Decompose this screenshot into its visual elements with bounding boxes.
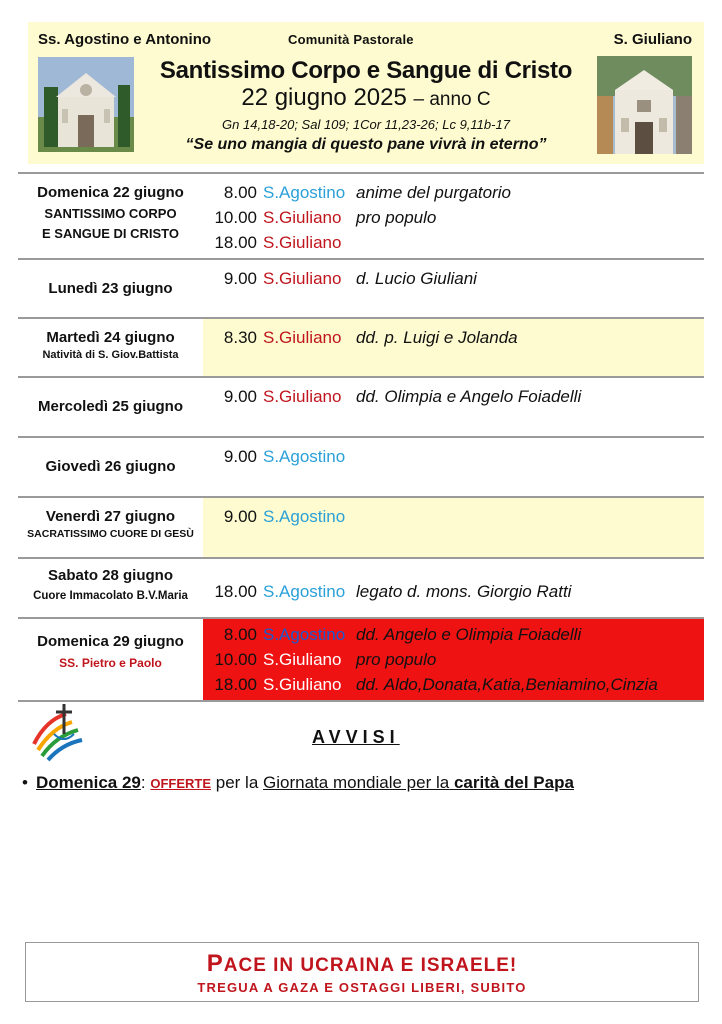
peace-headline (26, 950, 698, 978)
mass-cell (203, 319, 704, 376)
mass-time: 9.00 (223, 447, 257, 466)
day-name: Domenica 22 giugno (37, 184, 184, 201)
bullet: • (22, 773, 28, 792)
mass-entry (203, 230, 704, 255)
day-cell (18, 319, 203, 376)
carita-text: carità del Papa (453, 773, 574, 792)
parish-left: Ss. Agostino e Antonino (38, 31, 212, 48)
notice-item (22, 773, 574, 793)
day-row-5 (18, 436, 704, 496)
mass-entry (203, 504, 704, 529)
day-feast: SS. Pietro e Paolo (59, 656, 162, 670)
mass-cell (203, 559, 704, 617)
day-name: Domenica 29 giugno (37, 633, 184, 650)
mass-cell (203, 260, 704, 317)
mass-time: 8.00 (223, 183, 257, 202)
church-giuliano-image (597, 56, 692, 154)
mass-intention: legato d. mons. Giorgio Ratti (356, 582, 572, 601)
day-row-2 (18, 258, 704, 317)
day-cell (18, 619, 203, 700)
mass-place: S.Agostino (263, 183, 346, 202)
liturgical-year: – anno C (413, 89, 491, 110)
peace-p: P (206, 950, 224, 977)
day-cell (18, 559, 203, 617)
mass-place: S.Giuliano (263, 233, 342, 252)
mass-cell (203, 438, 704, 496)
mass-time: 9.00 (223, 387, 257, 406)
mass-cell (203, 174, 704, 258)
mass-cell (203, 619, 704, 700)
day-name: Giovedì 26 giugno (45, 458, 176, 475)
day-name: Mercoledì 25 giugno (37, 398, 184, 415)
readings: Gn 14,18-20; Sal 109; 1Cor 11,23-26; Lc 9,11b-17 (222, 117, 510, 132)
mass-entry (203, 266, 704, 291)
date-text: 22 giugno 2025 (241, 84, 407, 111)
gospel-quote: “Se uno mangia di questo pane vivrà in eterno” (185, 136, 547, 153)
mass-entry (203, 205, 704, 230)
mass-time: 10.00 (214, 650, 257, 669)
mass-place: S.Giuliano (263, 387, 342, 406)
community-text: Comunità Pastorale (288, 32, 414, 47)
mass-intention: d. Lucio Giuliani (356, 269, 477, 288)
day-name: Venerdì 27 giugno (45, 508, 176, 525)
mass-intention: dd. Olimpia e Angelo Foiadelli (356, 387, 582, 406)
mass-intention: pro populo (356, 208, 437, 227)
mass-entry (203, 180, 704, 205)
notice-day: Domenica 29 (36, 773, 141, 792)
giornata-text: Giornata mondiale per la (263, 773, 450, 792)
mass-intention: dd. p. Luigi e Jolanda (356, 328, 518, 347)
day-feast: Cuore Immacolato B.V.Maria (33, 590, 188, 602)
mass-schedule (18, 172, 704, 702)
mass-place: S.Giuliano (263, 269, 342, 288)
mass-time: 9.00 (223, 507, 257, 526)
day-name: Martedì 24 giugno (46, 329, 175, 346)
parish-right: S. Giuliano (613, 31, 692, 48)
mass-intention: anime del purgatorio (356, 183, 511, 202)
mass-place: S.Giuliano (263, 208, 342, 227)
mass-intention: pro populo (356, 650, 437, 669)
notice-colon: : (140, 773, 146, 792)
mass-time: 10.00 (214, 208, 257, 227)
peace-banner (25, 942, 699, 1002)
mass-entry (203, 622, 704, 647)
mass-place: S.Agostino (263, 582, 346, 601)
mass-place: S.Agostino (263, 625, 346, 644)
day-row-6 (18, 496, 704, 557)
mass-time: 18.00 (214, 233, 257, 252)
day-row-3 (18, 317, 704, 376)
day-row-8 (18, 617, 704, 702)
mass-cell (203, 498, 704, 557)
day-feast: SACRATISSIMO CUORE DI GESÙ (27, 528, 194, 540)
day-cell (18, 498, 203, 557)
mass-entry (203, 444, 704, 469)
day-cell (18, 438, 203, 496)
day-feast: Natività di S. Giov.Battista (42, 349, 179, 361)
mass-intention: dd. Angelo e Olimpia Foiadelli (356, 625, 582, 644)
offerte-label: OFFERTE (150, 776, 212, 791)
community-label (288, 32, 414, 47)
mass-time: 18.00 (214, 675, 257, 694)
mass-time: 8.00 (223, 625, 257, 644)
mass-entry (203, 325, 704, 350)
day-row-4 (18, 376, 704, 436)
day-row-7 (18, 557, 704, 617)
mass-time: 18.00 (214, 582, 257, 601)
peace-subline: TREGUA A GAZA E OSTAGGI LIBERI, SUBITO (197, 980, 527, 995)
mass-entry (203, 384, 704, 409)
mass-entry (203, 672, 704, 697)
feast-line-2: E SANGUE DI CRISTO (41, 226, 179, 241)
mass-time: 8.30 (223, 328, 257, 347)
day-cell (18, 378, 203, 436)
mass-time: 9.00 (223, 269, 257, 288)
notice-text: per la (215, 773, 259, 792)
page-title: Santissimo Corpo e Sangue di Cristo (159, 57, 573, 84)
mass-place: S.Agostino (263, 507, 346, 526)
day-feast (18, 204, 203, 244)
day-name: Lunedì 23 giugno (48, 280, 173, 297)
peace-ace: ACE (223, 955, 267, 976)
mass-place: S.Giuliano (263, 650, 342, 669)
day-row-1 (18, 172, 704, 258)
header (28, 22, 704, 164)
day-name: Sabato 28 giugno (47, 567, 173, 584)
day-cell (18, 260, 203, 317)
jubilee-logo-icon (26, 700, 90, 764)
mass-place: S.Giuliano (263, 675, 342, 694)
feast-line-1: SANTISSIMO CORPO (44, 206, 177, 221)
mass-place: S.Giuliano (263, 328, 342, 347)
peace-rest: IN UCRAINA E ISRAELE! (266, 955, 518, 976)
mass-entry (203, 579, 704, 604)
notice-giornata (263, 773, 574, 792)
mass-cell (203, 378, 704, 436)
mass-intention: dd. Aldo,Donata,Katia,Beniamino,Cinzia (356, 675, 658, 694)
mass-entry (203, 647, 704, 672)
mass-place: S.Agostino (263, 447, 346, 466)
day-cell (18, 174, 203, 258)
avvisi-heading: AVVISI (312, 727, 400, 747)
